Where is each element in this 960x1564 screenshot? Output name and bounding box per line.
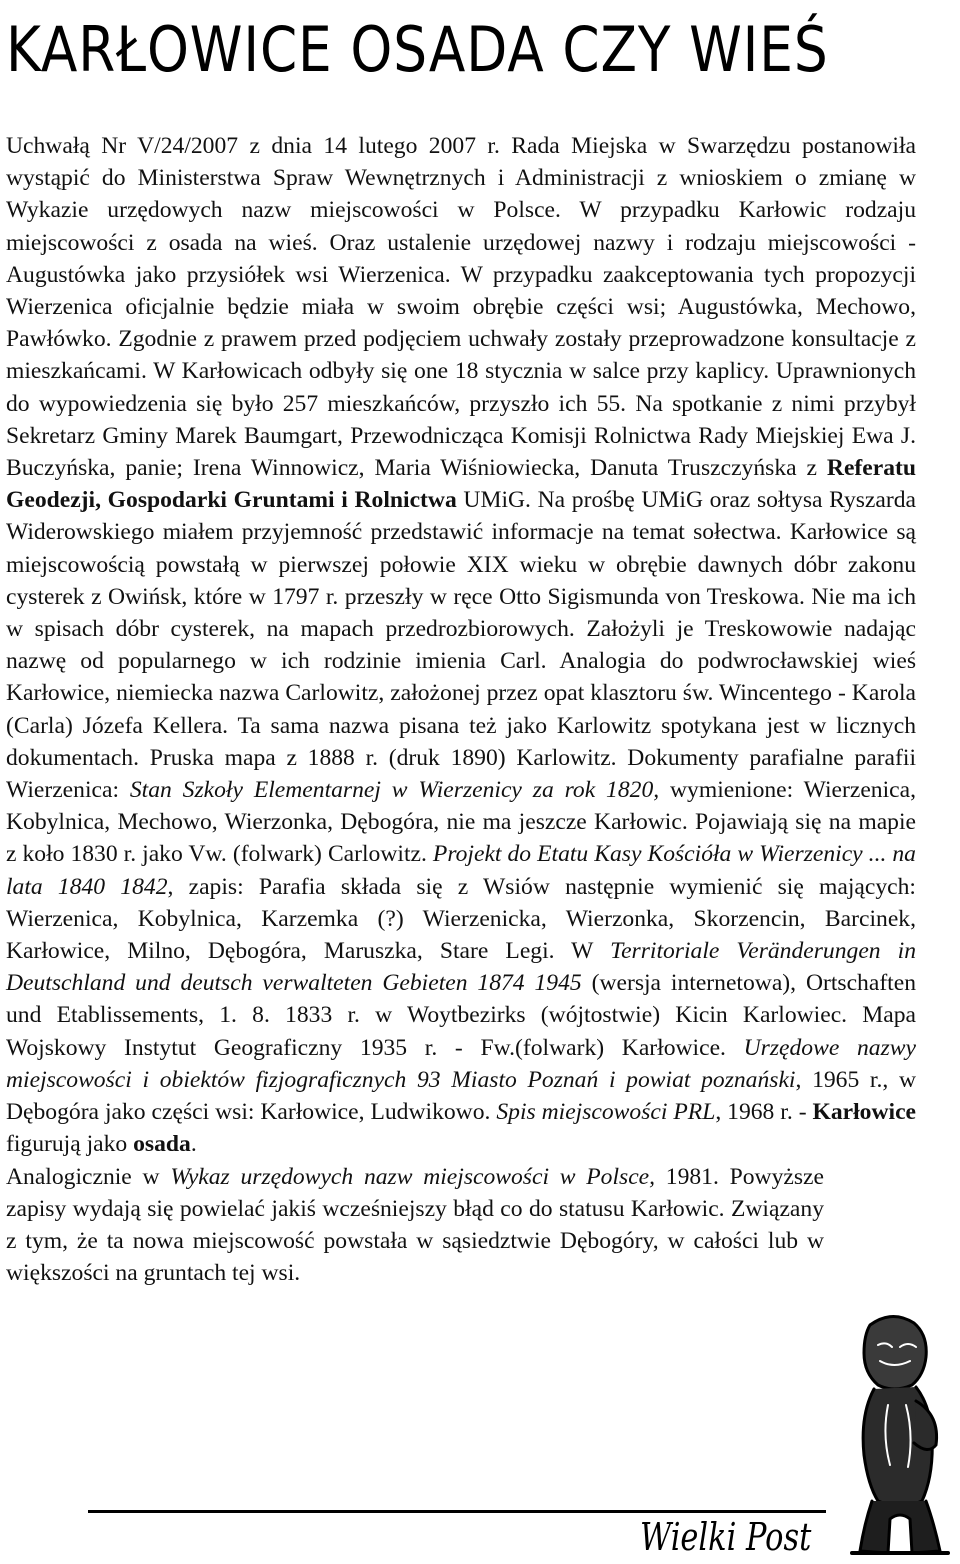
text-run: UMiG. Na prośbę UMiG oraz sołtysa Ryszarda Widerowskiego miałem przyjemność przedstawić informacje na temat sołectwa. Karłowice są miejscowością powstałą w pierwszej połowie XIX wieku w obrębie dawnych dóbr zakonu cysterek z Owińsk, które w 1797 r. przeszły w ręce Otto Sigismunda von Treskowa. Nie ma ich w spisach dóbr cysterek, na mapach przedrozbiorowych. Założyli je Treskowowie nadając nazwę od popularnego w ich rodzinie imienia Carl. Analogia do podwrocławskiej wieś Karłowice, niemiecka nazwa Carlowitz, założonej przez opat klasztoru św. Wincentego - Karola (Carla) Józefa Kellera. Ta sama nazwa pisana też jako Karlowitz spotykana jest w licznych dokumentach. Pruska mapa z 1888 r. (druk 1890) Karlowitz. Dokumenty parafialne parafii Wierzenica: — [6, 487, 916, 804]
text-run: , 1965 r., w Dębogóra jako części wsi: Karłowice, Ludwikowo. — [6, 1066, 916, 1126]
text-run: 1981. Powyższe zapisy wydają się powielać jakiś wcześniejszy błąd co do statusu Karłowic. Związany z tym, że ta nowa miejscowość powstała w sąsiedztwie Dębogóry, w całości lub w większości na gruntach tej wsi. — [6, 1163, 824, 1287]
text-run-bold: Karłowice — [812, 1099, 917, 1126]
article-body — [6, 130, 916, 1289]
footer-title: Wielki Post — [640, 1515, 812, 1559]
text-run: (wersja internetowa), Ortschaften und Etablissements, 1. 8. 1833 r. w Woytbezirks (wójtostwie) Kicin Karlowiec. Mapa Wojskowy Instytut Geograficzny 1935 r. - Fw.(folwark) Karłowice. — [6, 970, 916, 1061]
text-run-italic: Territoriale Veränderungen in Deutschland und deutsch verwalteten Gebieten 1874 1945 — [6, 938, 917, 997]
text-run-italic: Projekt do Etatu Kasy Kościóła w Wierzenicy ... na lata 1840 1842 — [6, 841, 916, 900]
text-run: figurują jako — [6, 1131, 134, 1158]
text-run-italic: Spis miejscowości PRL — [496, 1099, 716, 1126]
text-run: Analogicznie w — [6, 1163, 171, 1190]
text-run-bold: Referatu Geodezji, Gospodarki Gruntami i Rolnictwa — [6, 455, 916, 514]
statue-illustration — [830, 1305, 956, 1560]
text-run: wymienione: Wierzenica, Kobylnica, Mechowo, Wierzonka, Dębogóra, nie ma jeszcze Karłowic. Pojawiają się na mapie z koło 1830 r. jako Vw. (folwark) Carlowitz. — [6, 777, 916, 868]
article-title: KARŁOWICE OSADA CZY WIEŚ — [6, 13, 829, 86]
text-run: Uchwałą Nr V/24/2007 z dnia 14 lutego 2007 r. Rada Miejska w Swarzędzu postanowiła wystąpić do Ministerstwa Spraw Wewnętrznych i Administracji z wnioskiem o zmianę w Wykazie urzędowych nazw miejscowości w Polsce. W przypadku Karłowic rodzaju miejscowości z osada na wieś. Oraz ustalenie urzędowej nazwy i rodzaju miejscowości -Augustówka jako przysiółek wsi Wierzenica. W przypadku zaakceptowania tych propozycji Wierzenica oficjalnie będzie miała w swoim obrębie części wsi; Augustówka, Mechowo, Pawłówko. Zgodnie z prawem przed podjęciem uchwały zostały przeprowadzone konsultacje z mieszkańcami. W Karłowicach odbyły się one 18 stycznia w salce przy kaplicy. Uprawnionych do wypowiedzenia się było 257 mieszkańców, przyszło ich 55. Na spotkanie z nimi przybył Sekretarz Gminy Marek Baumgart, Przewodnicząca Komisji Rolnictwa Rady Miejskiej Ewa J. Buczyńska, panie; Irena Winnowicz, Maria Wiśniowiecka, Danuta Truszczyńska z — [6, 133, 916, 482]
text-run-bold: osada — [133, 1131, 191, 1158]
text-run-italic: Stan Szkoły Elementarnej w Wierzenicy za rok 1820, — [129, 777, 660, 804]
text-run-italic: Wykaz urzędowych nazw miejscowości w Polsce, — [170, 1163, 656, 1190]
text-run-italic: Urzędowe nazwy miejscowości i obiektów fizjograficznych 93 Miasto Poznań i powiat poznański — [6, 1034, 916, 1093]
article-paragraph-tail — [6, 1161, 824, 1290]
text-run: , zapis: Parafia składa się z Wsiów następnie wymienić się mających: Wierzenica, Kobylnica, Karzemka (?) Wierzenicka, Wierzonka, Skorzencin, Barcinek, Karłowice, Milno, Dębogóra, Maruszka, Stare Legi. W — [6, 873, 916, 965]
article-paragraph — [6, 130, 916, 1161]
text-run: . — [190, 1131, 197, 1158]
footer-rule — [88, 1510, 826, 1513]
text-run: , 1968 r. - — [715, 1099, 813, 1126]
